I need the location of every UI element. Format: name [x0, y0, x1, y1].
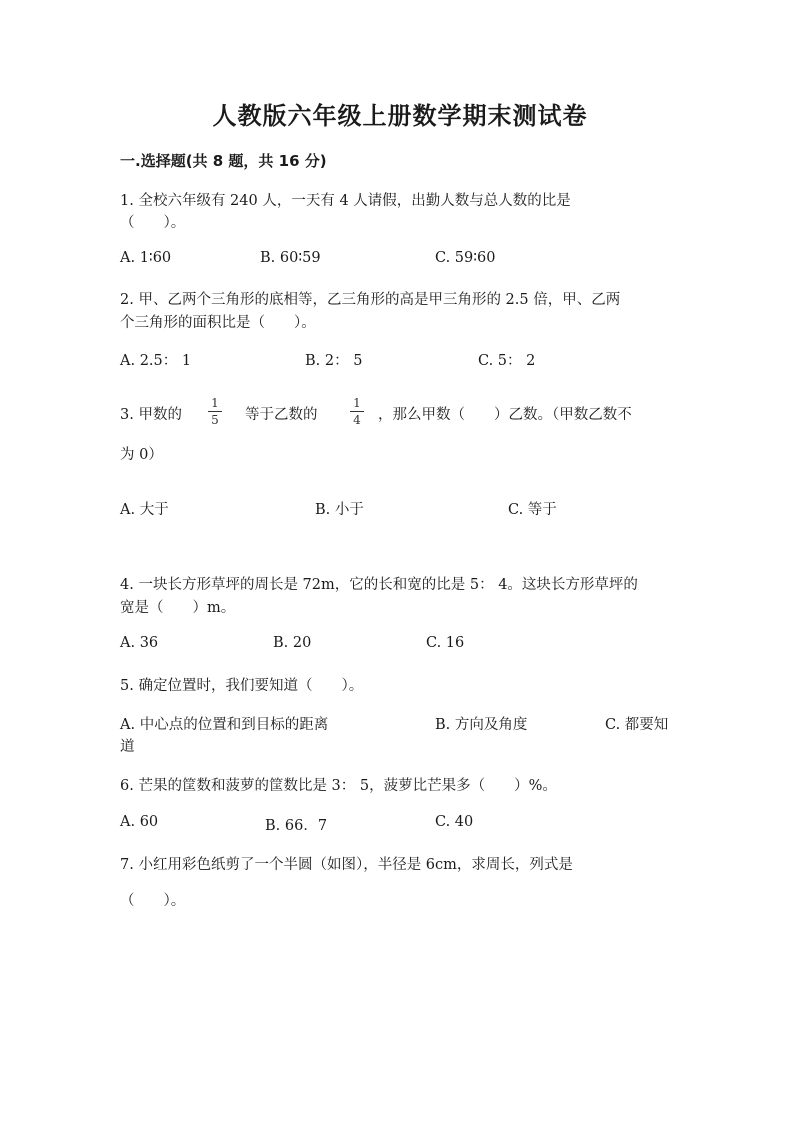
fraction-one-fourth — [350, 396, 364, 427]
fraction-numerator: 1 — [211, 396, 219, 410]
question-2-text-cont: 个三角形的面积比是（ ）。 — [120, 315, 316, 331]
question-7-text: 7. 小红用彩色纸剪了一个半圆（如图），半径是 6cm，求周长，列式是 — [120, 857, 573, 873]
question-4-option-c: C. 16 — [426, 635, 465, 651]
page-title: 人教版六年级上册数学期末测试卷 — [212, 102, 588, 130]
question-1-option-b: B. 60∶59 — [260, 250, 321, 266]
question-5-text: 5. 确定位置时，我们要知道（ ）。 — [120, 678, 364, 694]
question-3-text-part2: 等于乙数的 — [245, 407, 318, 423]
fraction-denominator: 5 — [211, 413, 219, 427]
question-5-option-b: B. 方向及角度 — [435, 717, 528, 733]
question-2-option-a: A. 2.5： 1 — [120, 353, 192, 369]
question-5-option-c-wrap: 道 — [120, 739, 135, 755]
question-3-option-b: B. 小于 — [315, 502, 364, 518]
question-7-text-cont: （ ）。 — [120, 893, 186, 909]
question-1-option-a: A. 1∶60 — [120, 250, 172, 266]
question-6-option-b: B. 66．7 — [265, 818, 328, 834]
question-1-option-c: C. 59∶60 — [435, 250, 496, 266]
question-3-text-cont: 为 0） — [120, 447, 163, 463]
question-1-text: 1. 全校六年级有 240 人，一天有 4 人请假，出勤人数与总人数的比是 — [120, 193, 571, 209]
question-3-option-c: C. 等于 — [508, 502, 557, 518]
fraction-one-fifth — [208, 396, 222, 427]
question-2-option-c: C. 5： 2 — [478, 353, 536, 369]
question-4-option-a: A. 36 — [120, 635, 159, 651]
question-5-option-c: C. 都要知 — [605, 717, 669, 733]
question-4-text: 4. 一块长方形草坪的周长是 72m，它的长和宽的比是 5： 4。这块长方形草坪的 — [120, 577, 638, 593]
question-3-text-part1: 3. 甲数的 — [120, 407, 182, 423]
question-2-option-b: B. 2： 5 — [305, 353, 363, 369]
question-6-option-c: C. 40 — [435, 814, 474, 830]
fraction-numerator: 1 — [353, 396, 361, 410]
question-3-text-part3: ，那么甲数（ ）乙数。（甲数乙数不 — [378, 407, 632, 423]
question-6-text: 6. 芒果的筐数和菠萝的筐数比是 3： 5，菠萝比芒果多（ ）%。 — [120, 778, 557, 794]
question-4-text-cont: 宽是（ ）m。 — [120, 600, 236, 616]
question-3-option-a: A. 大于 — [120, 502, 169, 518]
question-5-option-a: A. 中心点的位置和到目标的距离 — [120, 717, 329, 733]
question-4-option-b: B. 20 — [273, 635, 312, 651]
question-2-text: 2. 甲、乙两个三角形的底相等，乙三角形的高是甲三角形的 2.5 倍，甲、乙两 — [120, 292, 621, 308]
question-1-text-cont: （ ）。 — [120, 215, 186, 231]
fraction-denominator: 4 — [353, 413, 361, 427]
question-6-option-a: A. 60 — [120, 814, 159, 830]
section-heading: 一.选择题(共 8 题，共 16 分) — [120, 152, 327, 170]
